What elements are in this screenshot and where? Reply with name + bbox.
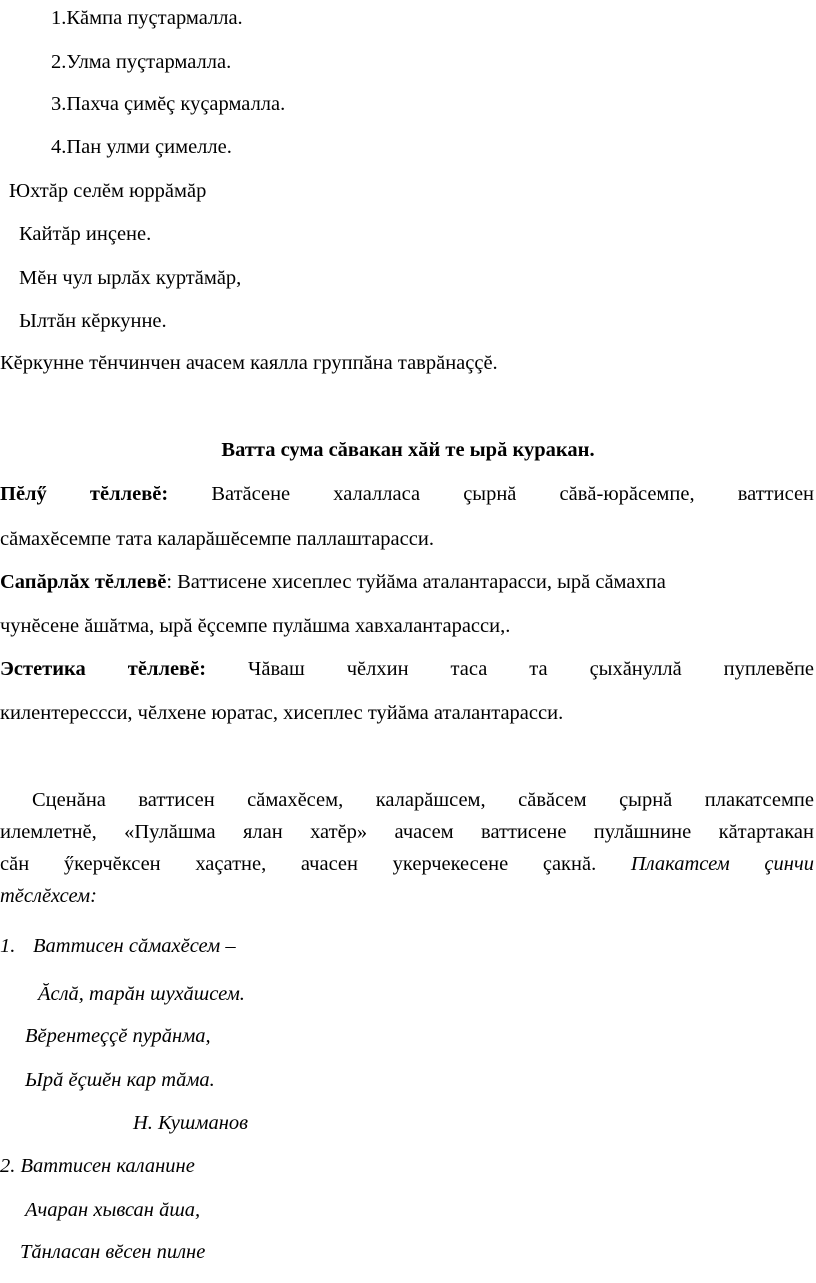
example-1-number: 1. xyxy=(0,935,16,957)
scene-line-1: Сценăна ваттисен сăмахĕсем, каларăшсем, сăвăсем çырнă плакатсемпе xyxy=(32,789,814,811)
example-2-line: Тăнласан вĕсен пилне xyxy=(20,1241,206,1263)
example-1-line: Вĕрентеççĕ пурăнма, xyxy=(25,1025,211,1047)
goal-aesthetic-text: Чăваш чĕлхин таса та çыхăнуллă пуплевĕпе xyxy=(248,658,815,680)
scene-line-2: илемлетнĕ, «Пулăшма ялан хатĕр» ачасем ваттисене пулăшнине кăтартакан xyxy=(0,821,814,843)
example-1-title: Ваттисен сăмахĕсем – xyxy=(33,935,236,957)
goal-upbringing-text: : Ваттисене хисеплес туйăма аталантарасси, ырă сăмахпа xyxy=(166,571,666,593)
goal-education-text: Ватăсене халалласа çырнă сăвă-юрăсемпе, ваттисен xyxy=(211,483,815,505)
list-item-1: 1.Кăмпа пуçтармалла. xyxy=(51,7,243,29)
goal-education-text-cont: сăмахĕсемпе тата каларăшĕсемпе паллаштарасси. xyxy=(0,528,434,550)
goal-aesthetic-text-cont: килентерессси, чĕлхене юратас, хисеплес туйăма аталантарасси. xyxy=(0,702,564,724)
group-note: Кĕркунне тĕнчинчен ачасем каялла группăна таврăнаççĕ. xyxy=(0,352,498,374)
scene-line-3-italic: Плакатсем çинчи xyxy=(630,853,814,875)
goal-upbringing-label: Сапăрлăх тĕллевĕ xyxy=(0,571,167,593)
poem-line: Ылтăн кĕркунне. xyxy=(19,310,167,332)
goal-education xyxy=(0,482,814,506)
example-2-line: Ачаран хывсан ăша, xyxy=(25,1199,201,1221)
goal-upbringing xyxy=(0,570,666,594)
list-item-4: 4.Пан улми çимелле. xyxy=(51,136,232,158)
goal-upbringing-text-cont: чунĕсене ăшăтма, ырă ĕçсемпе пулăшма хавхалантарасси,. xyxy=(0,615,511,637)
scene-line-3-text: сăн ӳкерчĕксен хаçатне, ачасен укерчекесене çакнă. xyxy=(0,853,597,875)
goal-education-label: Пĕлӳ тĕллевĕ: xyxy=(0,483,169,505)
section-heading: Ватта сума сăвакан хăй те ырă куракан. xyxy=(221,439,595,461)
poem-line: Кайтăр инçене. xyxy=(19,223,152,245)
list-item-3: 3.Пахча çимĕç куçармалла. xyxy=(51,93,286,115)
example-2-title: 2. Ваттисен каланине xyxy=(0,1155,195,1177)
poem-line: Юхтăр селĕм юррăмăр xyxy=(9,180,207,202)
example-1-author: Н. Кушманов xyxy=(133,1112,249,1134)
goal-aesthetic-label: Эстетика тĕллевĕ: xyxy=(0,658,207,680)
example-1-line: Ырă ĕçшĕн кар тăма. xyxy=(25,1069,215,1091)
list-item-2: 2.Улма пуçтармалла. xyxy=(51,51,232,73)
goal-aesthetic xyxy=(0,657,814,681)
scene-line-3 xyxy=(0,852,814,876)
scene-line-4: тĕслĕхсем: xyxy=(0,885,97,907)
example-1-line: Ăслă, тарăн шухăшсем. xyxy=(38,983,245,1005)
poem-line: Мĕн чул ырлăх куртăмăр, xyxy=(19,267,242,289)
